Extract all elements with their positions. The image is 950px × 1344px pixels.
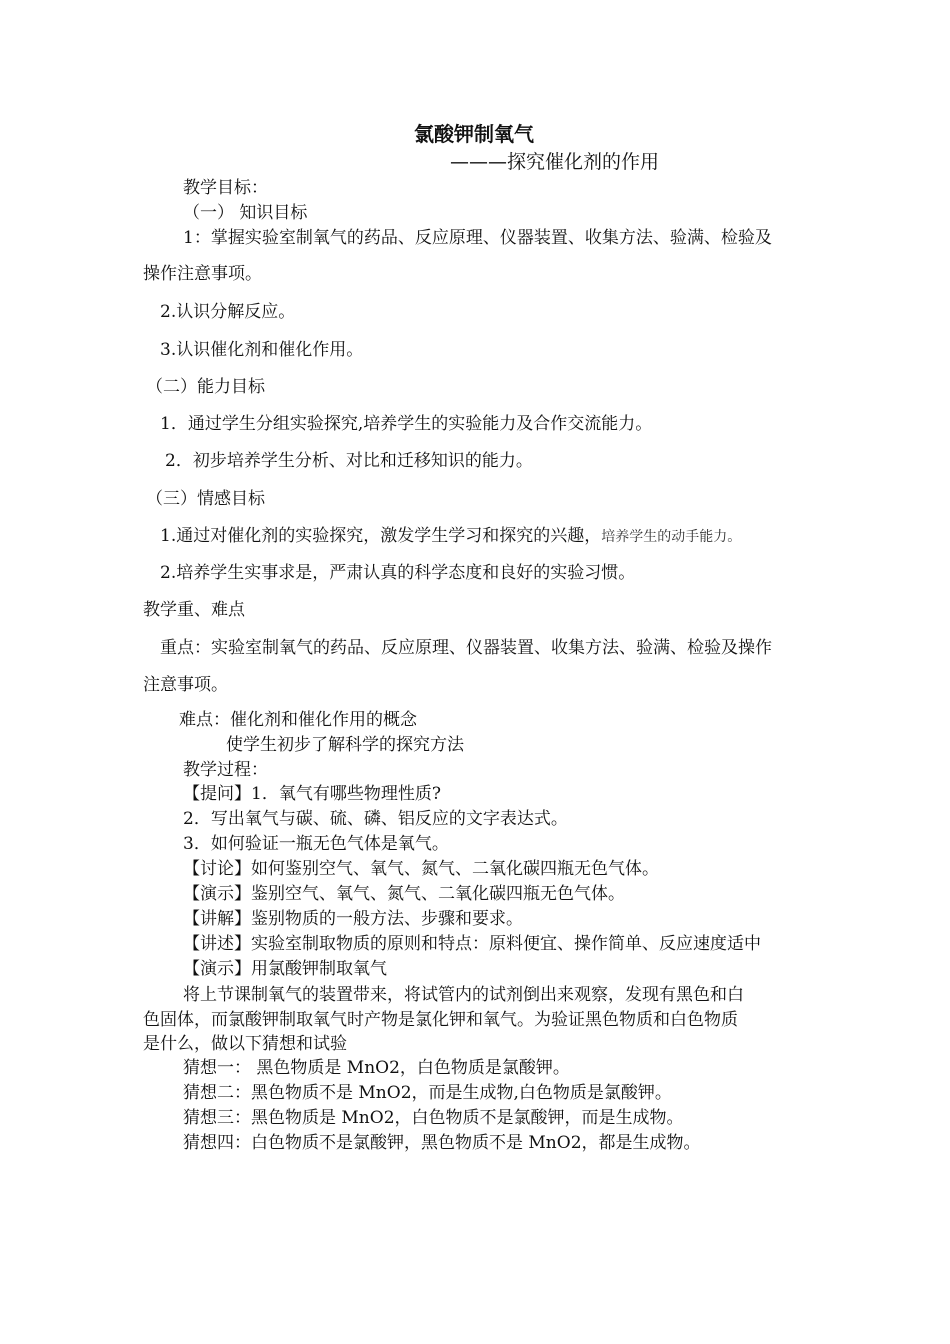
document-title: 氯酸钾制氧气	[414, 122, 534, 146]
guess-2: 猜想二：黑色物质不是 MnO2，而是生成物,白色物质是氯酸钾。	[183, 1083, 672, 1103]
question-1: 【提问】1．氧气有哪些物理性质?	[183, 784, 441, 804]
paragraph-line-1: 将上节课制氧气的装置带来，将试管内的试剂倒出来观察，发现有黑色和白	[183, 985, 744, 1005]
document-subtitle: ———探究催化剂的作用	[450, 151, 660, 173]
guess-4: 猜想四：白色物质不是氯酸钾，黑色物质不是 MnO2，都是生成物。	[183, 1133, 701, 1153]
ability-item-2: 2．初步培养学生分析、对比和迁移知识的能力。	[165, 451, 533, 471]
key-points-heading: 教学重、难点	[143, 600, 245, 620]
emotion-item-1	[160, 526, 741, 547]
focus-line-1: 重点：实验室制氧气的药品、反应原理、仪器装置、收集方法、验满、检验及操作	[160, 638, 772, 658]
ability-heading: （二）能力目标	[146, 377, 265, 397]
knowledge-item-1: 1：掌握实验室制氧气的药品、反应原理、仪器装置、收集方法、验满、检验及	[183, 228, 772, 248]
knowledge-heading: （一） 知识目标	[183, 203, 308, 223]
question-2: 2．写出氧气与碳、硫、磷、铝反应的文字表达式。	[183, 809, 568, 829]
process-heading: 教学过程：	[183, 760, 268, 780]
difficulty-line: 难点：催化剂和催化作用的概念	[179, 710, 417, 730]
demo-line-1: 【演示】鉴别空气、氧气、氮气、二氧化碳四瓶无色气体。	[183, 884, 625, 904]
ability-item-1: 1．通过学生分组实验探究,培养学生的实验能力及合作交流能力。	[160, 414, 653, 434]
emotion-item-2: 2.培养学生实事求是，严肃认真的科学态度和良好的实验习惯。	[160, 563, 636, 583]
paragraph-line-3: 是什么，做以下猜想和试验	[143, 1034, 347, 1054]
emotion-item-1-main: 1.通过对催化剂的实验探究，激发学生学习和探究的兴趣，	[160, 526, 602, 546]
emotion-heading: （三）情感目标	[146, 489, 265, 509]
knowledge-item-2: 2.认识分解反应。	[160, 302, 296, 322]
demo-line-2: 【演示】用氯酸钾制取氧气	[183, 959, 387, 979]
knowledge-item-3: 3.认识催化剂和催化作用。	[160, 340, 364, 360]
goals-heading: 教学目标：	[183, 178, 268, 198]
lecture-line: 【讲述】实验室制取物质的原则和特点：原料便宜、操作简单、反应速度适中	[183, 934, 761, 954]
focus-line-2: 注意事项。	[143, 675, 228, 695]
emotion-item-1-small: 培养学生的动手能力。	[601, 529, 742, 545]
question-3: 3．如何验证一瓶无色气体是氧气。	[183, 834, 449, 854]
explain-line: 【讲解】鉴别物质的一般方法、步骤和要求。	[183, 909, 523, 929]
guess-1: 猜想一： 黑色物质是 MnO2，白色物质是氯酸钾。	[183, 1058, 570, 1078]
guess-3: 猜想三：黑色物质是 MnO2，白色物质不是氯酸钾，而是生成物。	[183, 1108, 684, 1128]
knowledge-item-1-cont: 操作注意事项。	[143, 264, 262, 284]
discussion-line: 【讨论】如何鉴别空气、氧气、氮气、二氧化碳四瓶无色气体。	[183, 859, 659, 879]
paragraph-line-2: 色固体，而氯酸钾制取氧气时产物是氯化钾和氧气。为验证黑色物质和白色物质	[143, 1010, 738, 1030]
difficulty-line-2: 使学生初步了解科学的探究方法	[226, 735, 464, 755]
